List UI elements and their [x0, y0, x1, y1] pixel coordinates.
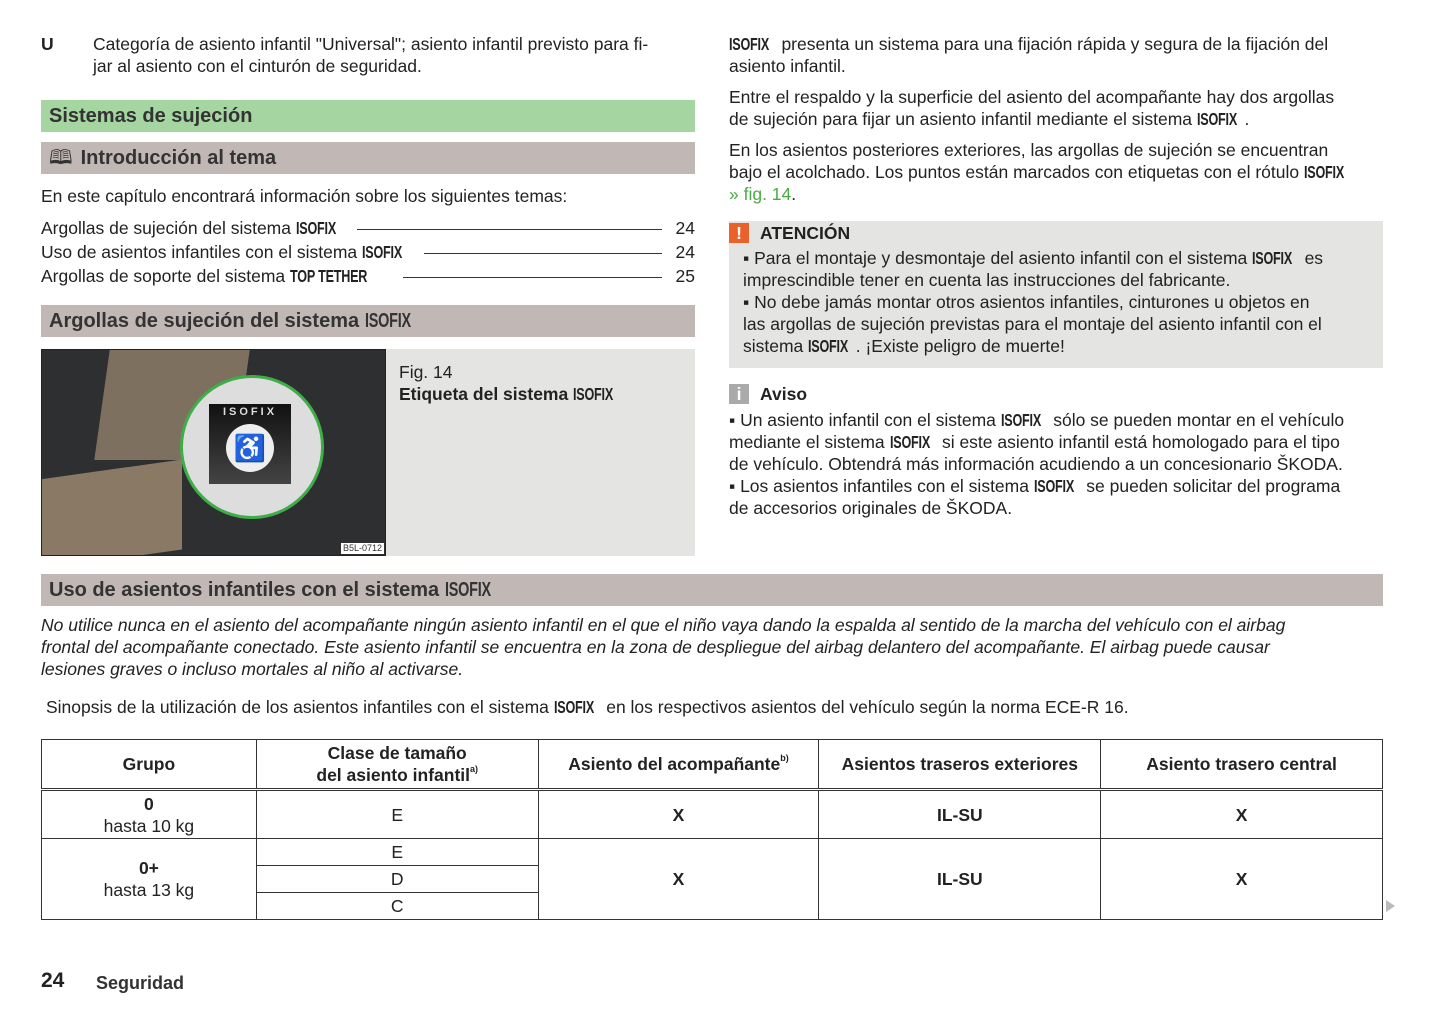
definition-line: jar al asiento con el cinturón de seguridad.	[93, 56, 422, 76]
text: bajo el acolchado. Los puntos están marcados con etiquetas con el rótulo	[729, 162, 1304, 182]
text: de accesorios originales de ŠKODA.	[729, 498, 1013, 518]
figure-link[interactable]: » fig. 14	[729, 184, 792, 204]
warning-icon: !	[729, 223, 749, 243]
isofix-mark: ISOFIX	[1033, 476, 1074, 496]
figure-image	[41, 349, 386, 556]
footnote: a)	[470, 764, 479, 774]
isofix-table	[41, 739, 1383, 920]
definition-key: U	[41, 34, 54, 54]
table-header	[42, 740, 1383, 790]
footer-section: Seguridad	[96, 973, 185, 993]
cell-acomp: X	[538, 790, 819, 839]
isofix-mark: ISOFIX	[1000, 410, 1041, 430]
text: de vehículo. Obtendrá más información acudiendo a un concesionario ŠKODA.	[729, 454, 1343, 474]
cell-clase: E	[256, 839, 538, 866]
isofix-label-text: ISOFIX	[222, 406, 278, 418]
cell-acomp: X	[538, 839, 819, 920]
text: 0+	[138, 858, 159, 878]
isofix-mark: ISOFIX	[553, 697, 594, 717]
cell-central: X	[1101, 790, 1383, 839]
intro-lead: En este capítulo encontrará información sobre los siguientes temas:	[41, 186, 568, 206]
text: ▪ Un asiento infantil con el sistema	[729, 410, 1001, 430]
text: .	[1244, 109, 1250, 129]
isofix-mark: ISOFIX	[295, 218, 336, 238]
figure-number: Fig. 14	[399, 362, 453, 382]
isofix-mark: ISOFIX	[889, 432, 930, 452]
text: lesiones graves o incluso mortales al niño al activarse.	[41, 659, 464, 679]
cell-central: X	[1101, 839, 1383, 920]
header-clase	[256, 740, 538, 790]
cell-clase: D	[256, 866, 538, 893]
child-seat-icon: ♿	[226, 424, 274, 472]
isofix-mark: ISOFIX	[444, 579, 491, 601]
text: se pueden solicitar del programa	[1081, 476, 1341, 496]
toc-item[interactable]	[41, 241, 695, 263]
airbag-warning	[41, 614, 1386, 680]
text: asiento infantil.	[729, 56, 846, 76]
section-heading-sistemas: Sistemas de sujeción	[41, 100, 695, 132]
header-exteriores: Asientos traseros exteriores	[819, 740, 1101, 790]
toc-leader	[357, 229, 661, 230]
toc-page: 24	[675, 242, 695, 262]
text: frontal del acompañante conectado. Este asiento infantil se encuentra en la zona de despliegue del airbag delantero del acompañante. El airbag puede causar	[41, 637, 1270, 657]
text: No utilice nunca en el asiento del acompañante ningún asiento infantil en el que el niño vaya dando la espalda al sentido de la marcha del vehículo con el airbag	[41, 615, 1286, 635]
toc-page: 24	[675, 218, 695, 238]
header-central: Asiento trasero central	[1101, 740, 1383, 790]
caption-text: Etiqueta del sistema	[399, 384, 574, 404]
section-heading-uso	[41, 574, 1383, 606]
table-row	[42, 790, 1383, 839]
isofix-mark: ISOFIX	[808, 336, 849, 356]
isofix-mark: ISOFIX	[364, 310, 411, 332]
text: de sujeción para fijar un asiento infantil mediante el sistema	[729, 109, 1197, 129]
text: Asiento del acompañante	[568, 754, 781, 774]
toc-page: 25	[675, 266, 695, 286]
table-row	[42, 839, 1383, 866]
cell-clase: E	[256, 790, 538, 839]
cell-grupo	[42, 839, 257, 920]
toc-label: Argollas de sujeción del sistema	[41, 218, 296, 238]
warning-title: ATENCIÓN	[760, 223, 851, 243]
text: 0	[144, 793, 154, 814]
text: Sinopsis de la utilización de los asientos infantiles con el sistema	[46, 697, 554, 717]
text: del asiento infantil	[316, 765, 471, 785]
definition-line: Categoría de asiento infantil "Universal"; asiento infantil previsto para fi-	[93, 34, 649, 54]
seat-cushion	[41, 459, 182, 556]
text: hasta 13 kg	[103, 880, 195, 900]
text: ▪ Los asientos infantiles con el sistema	[729, 476, 1034, 496]
text: . ¡Existe peligro de muerte!	[855, 336, 1065, 356]
cell-clase: C	[256, 893, 538, 920]
warning-box	[729, 221, 1383, 368]
text: las argollas de sujeción previstas para el montaje del asiento infantil con el	[743, 314, 1322, 334]
footnote: b)	[780, 753, 789, 763]
text: mediante el sistema	[729, 432, 890, 452]
text: si este asiento infantil está homologado para el tipo	[937, 432, 1340, 452]
text: imprescindible tener en cuenta las instrucciones del fabricante.	[743, 270, 1231, 290]
text: en los respectivos asientos del vehículo según la norma ECE-R 16.	[601, 697, 1129, 717]
heading-text: Uso de asientos infantiles con el sistema	[49, 579, 445, 601]
section-heading-intro	[41, 142, 695, 174]
cell-grupo	[42, 790, 257, 839]
text: En los asientos posteriores exteriores, las argollas de sujeción se encuentran	[729, 140, 1329, 160]
note-title: Aviso	[760, 384, 808, 404]
figure-code: B5L-0712	[342, 543, 382, 553]
toc-label: Uso de asientos infantiles con el sistema	[41, 242, 362, 262]
text: ▪ No debe jamás montar otros asientos infantiles, cinturones u objetos en	[743, 292, 1310, 312]
text: presenta un sistema para una fijación rápida y segura de la fijación del	[776, 34, 1329, 54]
isofix-mark: ISOFIX	[1303, 162, 1344, 182]
intro-title: Introducción al tema	[80, 147, 277, 169]
cell-ext: IL-SU	[819, 790, 1101, 839]
note-box	[729, 383, 1389, 519]
heading-text: Argollas de sujeción del sistema	[49, 310, 365, 332]
isofix-mark: ISOFIX	[1252, 248, 1293, 268]
text: es	[1299, 248, 1324, 268]
cell-ext: IL-SU	[819, 839, 1101, 920]
synopsis	[46, 696, 1129, 718]
text: Entre el respaldo y la superficie del asiento del acompañante hay dos argollas	[729, 87, 1335, 107]
book-icon: 🕮	[49, 147, 73, 169]
figure-caption	[399, 383, 621, 405]
toc-leader	[403, 277, 661, 278]
info-icon: i	[729, 384, 749, 404]
text: Clase de tamaño	[327, 743, 467, 763]
definition-text	[93, 33, 693, 77]
section-heading-argollas	[41, 305, 695, 337]
isofix-mark: ISOFIX	[573, 384, 614, 404]
callout-circle	[180, 375, 324, 519]
toc-leader	[424, 253, 662, 254]
toc-label: Argollas de soporte del sistema	[41, 266, 291, 286]
text: sólo se pueden montar en el vehículo	[1048, 410, 1345, 430]
page-number: 24	[41, 969, 65, 992]
toc-item[interactable]	[41, 265, 695, 287]
isofix-mark: ISOFIX	[1196, 109, 1237, 129]
isofix-mark: ISOFIX	[729, 34, 770, 54]
isofix-label	[209, 404, 291, 484]
header-acompanante	[538, 740, 819, 790]
text: ▪ Para el montaje y desmontaje del asiento infantil con el sistema	[743, 248, 1253, 268]
isofix-mark: ISOFIX	[362, 242, 403, 262]
top-tether-mark: TOP TETHER	[290, 266, 368, 286]
toc-item[interactable]	[41, 217, 695, 239]
next-page-arrow-icon[interactable]	[1386, 900, 1395, 912]
right-text	[729, 33, 1389, 205]
text: .	[791, 184, 797, 204]
text: hasta 10 kg	[103, 815, 195, 836]
text: sistema	[743, 336, 809, 356]
figure-box	[41, 349, 695, 556]
header-grupo: Grupo	[42, 740, 257, 790]
